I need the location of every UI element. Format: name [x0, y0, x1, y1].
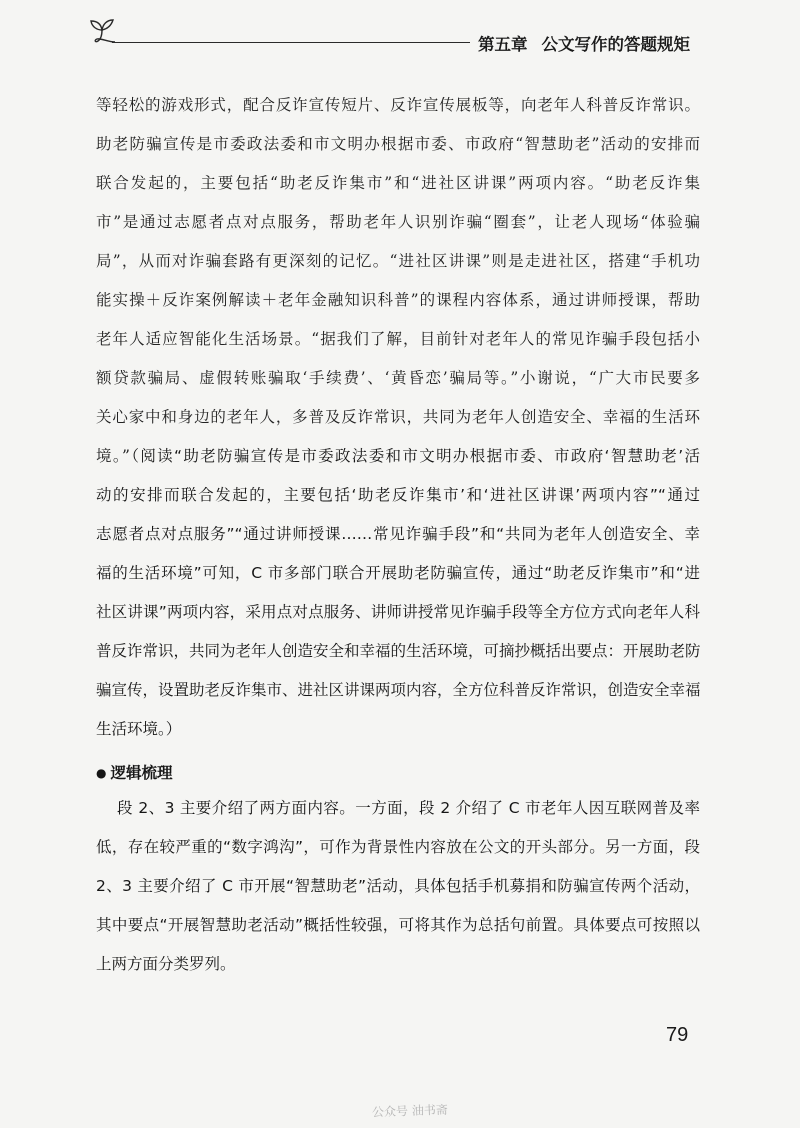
- page-number: 79: [666, 1024, 689, 1046]
- analysis-line: 社区讲课”两项内容，采用点对点服务、讲师讲授常见诈骗手段等全方位方式向老年人科: [96, 603, 700, 621]
- header-rule: [112, 42, 470, 43]
- excerpt-line: 关心家中和身边的老年人，多普及反诈常识，共同为老年人创造安全、幸福的生活环: [96, 408, 700, 426]
- excerpt-line: 市”是通过志愿者点对点服务，帮助老年人识别诈骗“圈套”，让老人现场“体验骗: [96, 213, 700, 231]
- excerpt-line: 能实操＋反诈案例解读＋老年金融知识科普”的课程内容体系，通过讲师授课，帮助: [96, 291, 700, 309]
- excerpt-line: 助老防骗宣传是市委政法委和市文明办根据市委、市政府“智慧助老”活动的安排而: [96, 135, 700, 153]
- excerpt-line: 老年人适应智能化生活场景。“据我们了解，目前针对老年人的常见诈骗手段包括小: [96, 330, 700, 348]
- analysis-line: 志愿者点对点服务”“通过讲师授课……常见诈骗手段”和“共同为老年人创造安全、幸: [96, 525, 700, 543]
- analysis-line: 生活环境。）: [96, 720, 182, 738]
- excerpt-line: 等轻松的游戏形式，配合反诈宣传短片、反诈宣传展板等，向老年人科普反诈常识。: [96, 96, 700, 114]
- logic-line: 段 2、3 主要介绍了两方面内容。一方面，段 2 介绍了 C 市老年人因互联网普及率: [117, 799, 700, 817]
- excerpt-line: 额贷款骗局、虚假转账骗取‘手续费’、‘黄昏恋’骗局等。”小谢说，“广大市民要多: [96, 369, 700, 387]
- analysis-line: 动的安排而联合发起的，主要包括‘助老反诈集市’和‘进社区讲课’两项内容”“通过: [96, 486, 700, 504]
- excerpt-tail: 境。”: [96, 447, 130, 465]
- analysis-line: 福的生活环境”可知，C 市多部门联合开展助老防骗宣传，通过“助老反诈集市”和“进: [96, 564, 700, 582]
- chapter-title: 公文写作的答题规矩: [541, 35, 690, 54]
- analysis-line-start: （阅读“助老防骗宣传是市委政法委和市文明办根据市委、市政府‘智慧助老’活: [129, 447, 700, 465]
- analysis-line: 骗宣传，设置助老反诈集市、进社区讲课两项内容，全方位科普反诈常识，创造安全幸福: [96, 681, 701, 699]
- chapter-label: 第五章: [478, 35, 528, 54]
- section-heading-text: 逻辑梳理: [110, 764, 173, 782]
- logic-line: 上两方面分类罗列。: [96, 955, 236, 973]
- logic-line: 低，存在较严重的“数字鸿沟”，可作为背景性内容放在公文的开头部分。另一方面，段: [96, 838, 700, 856]
- mixed-line: [96, 437, 700, 476]
- running-header: [478, 31, 690, 55]
- bullet-icon: ●: [96, 766, 107, 780]
- watermark: 公众号 油书斋: [371, 1102, 449, 1120]
- excerpt-line: 局”，从而对诈骗套路有更深刻的记忆。“进社区讲课”则是走进社区，搭建“手机功: [96, 252, 700, 270]
- analysis-line: 普反诈常识，共同为老年人创造安全和幸福的生活环境，可摘抄概括出要点：开展助老防: [96, 642, 701, 660]
- logic-line: 2、3 主要介绍了 C 市开展“智慧助老”活动，具体包括手机募捐和防骗宣传两个活动，: [96, 877, 700, 895]
- logic-line: 其中要点“开展智慧助老活动”概括性较强，可将其作为总括句前置。具体要点可按照以: [96, 916, 700, 934]
- section-heading: [96, 754, 173, 793]
- passage: [96, 86, 700, 749]
- logic-paragraph: [96, 789, 700, 984]
- excerpt-line: 联合发起的，主要包括“助老反诈集市”和“进社区讲课”两项内容。“助老反诈集: [96, 174, 700, 192]
